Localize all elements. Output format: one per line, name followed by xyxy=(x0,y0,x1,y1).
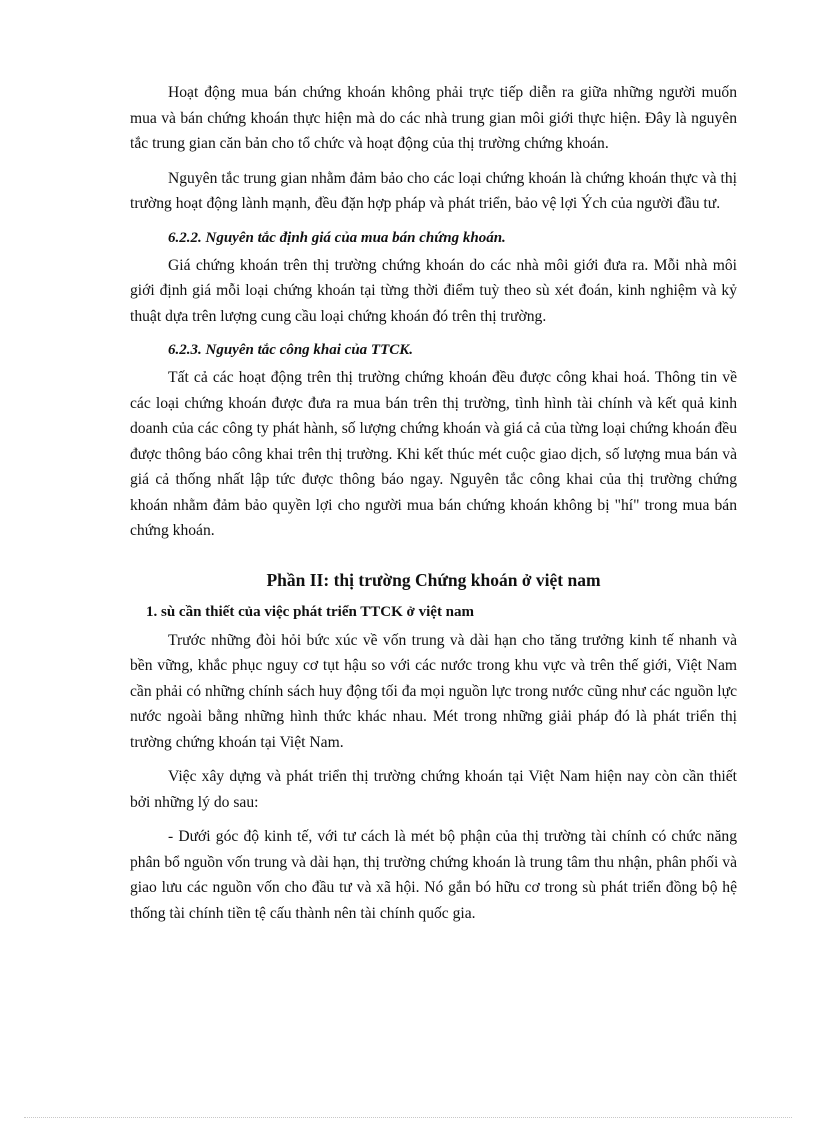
heading-section-1: 1. sù cần thiết của việc phát triển TTCK ở việt nam xyxy=(146,603,475,620)
paragraph-intermediary-principle: Hoạt động mua bán chứng khoán không phải trực tiếp diễn ra giữa những người muốn mua và bán chứng khoán thực hiện mà do các nhà trung gian môi giới thực hiện. Đây là nguyên tắc trung gian căn bản cho tổ chức và hoạt động của thị trường chứng khoán. xyxy=(130,84,737,152)
page-bottom-divider xyxy=(24,1117,792,1118)
paragraph-pricing-principle: Giá chứng khoán trên thị trường chứng khoán do các nhà môi giới đưa ra. Mỗi nhà môi giới định giá mỗi loại chứng khoán tại từng thời điểm tuỳ theo sù xét đoán, kinh nghiệm và kỷ thuật dựa trên lượng cung cầu loại chứng khoán đó trên thị trường. xyxy=(130,256,737,325)
part-2-title: Phần II: thị trường Chứng khoán ở việt nam xyxy=(266,569,601,590)
paragraph-economic-reason: - Dưới góc độ kinh tế, với tư cách là mét bộ phận của thị trường tài chính có chức năng phân bổ nguồn vốn trung và dài hạn, thị trường chứng khoán là trung tâm thu nhận, phân phối và giao lưu các nguồn vốn cho đầu tư và xã hội. Nó gắn bó hữu cơ trong sù phát triển đồng bộ hệ thống tài chính tiền tệ cấu thành nên tài chính quốc gia. xyxy=(130,828,737,922)
paragraph-disclosure-principle: Tất cả các hoạt động trên thị trường chứng khoán đều được công khai hoá. Thông tin về các loại chứng khoán được đưa ra mua bán trên thị trường, tình hình tài chính và kết quả kinh doanh của các công ty phát hành, số lượng chứng khoán và giá cả của từng loại chứng khoán đều được thông báo công khai trên thị trường. Khi kết thúc mét cuộc giao dịch, số lượng mua bán và giá cả thống nhất lập tức được thông báo ngay. Nguyên tắc công khai của thị trường chứng khoán nhằm đảm bảo quyền lợi cho người mua bán chứng khoán không bị "hí" trong mua bán chứng khoán. xyxy=(130,369,737,539)
heading-6-2-3: 6.2.3. Nguyên tắc công khai của TTCK. xyxy=(168,342,414,358)
paragraph-reasons-intro: Việc xây dựng và phát triển thị trường chứng khoán tại Việt Nam hiện nay còn cần thiết bởi những lý do sau: xyxy=(130,768,737,811)
paragraph-capital-needs: Trước những đòi hỏi bức xúc về vốn trung và dài hạn cho tăng trưởng kinh tế nhanh và bền vững, khắc phục nguy cơ tụt hậu so với các nước trong khu vực và trên thế giới, Việt Nam cần phải có những chính sách huy động tối đa mọi nguồn lực trong nước cũng như các nguồn lực nước ngoài bằng những hình thức khác nhau. Mét trong những giải pháp đó là phát triển thị trường chứng khoán tại Việt Nam. xyxy=(130,631,737,751)
document-page xyxy=(130,80,737,935)
heading-6-2-2: 6.2.2. Nguyên tắc định giá của mua bán chứng khoán. xyxy=(168,229,506,246)
paragraph-intermediary-purpose: Nguyên tắc trung gian nhằm đảm bảo cho các loại chứng khoán là chứng khoán thực và thị trường hoạt động lành mạnh, đều đặn hợp pháp và phát triển, bảo vệ lợi Ých của người đầu tư. xyxy=(130,169,737,212)
